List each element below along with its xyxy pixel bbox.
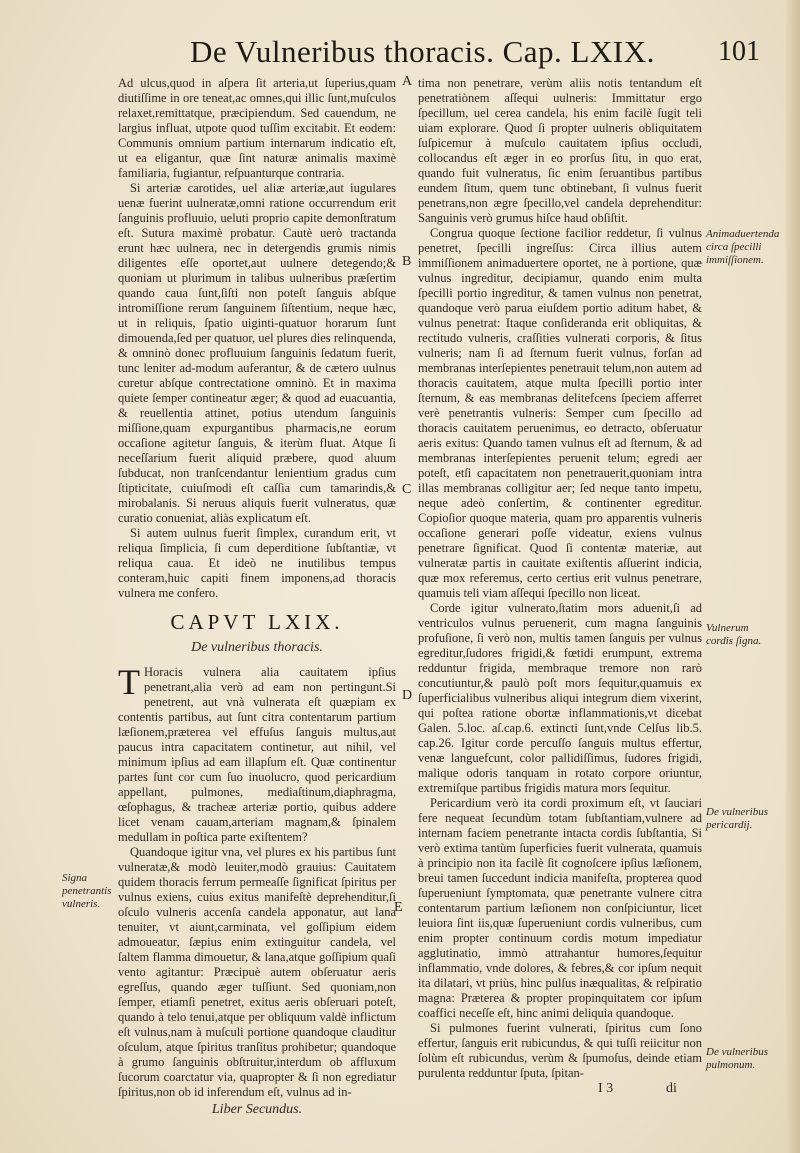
margin-note-pericardii: De vulneribus pericardij. — [706, 806, 769, 831]
right-column — [418, 76, 702, 1097]
chapter-title: CAPVT LXIX. — [170, 610, 344, 634]
paragraph: Ad ulcus,quod in aſpera ſit arteria,ut ſuperius,quam diutiſſime in ore teneat,ac omnes,qui illic ſunt,muſculos relaxet,remittatque, præcipiendum. Sed cauendum, ne largius influat, utpote quod tuſſim excitabit. Et eodem: Communis omnium partium internarum indicatio eſt, ut ea eligantur, quæ ſint naturæ animalis maximè familiaria, fugiantur, reſpuanturque contraria. — [118, 76, 396, 180]
margin-note-cordis: Vulnerum cordis ſigna. — [706, 622, 762, 647]
margin-note-pulmonum: De vulneribus pulmonum. — [706, 1046, 769, 1071]
paragraph-dropcap — [118, 662, 396, 845]
paragraph: Si pulmones fuerint vulnerati, ſpiritus cum ſono effertur, ſanguis erit rubicundus, & qui tuſſi reiicitur non ſolùm eſt rubicundus, verùm & ſpumoſus, deinde etiam purulenta redduntur ſputa, ſpitan- — [418, 1021, 702, 1080]
signature-line — [418, 1081, 702, 1097]
paragraph: Corde igitur vulnerato,ſtatim mors aduenit,ſi ad ventriculos vulnus peruenerit, cum magna ſanguinis profuſione, ſi verò non, multis tamen ſanguis per vulnus egreditur,ſudores frigidi,& fœtidi erumpunt, extrema redduntur frigida, membraque tremore non rarò concutiuntur,& paulò poſt mors ſequitur,quamuis ex ſuperficialibus vulneribus aliqui integrum diem vixerint, qui poſtea ratione obortæ inflammationis,vt dicebat Galen. 5.loc. aſ.cap.6. extincti ſunt,vnde Celſus lib.5. cap.26. Igitur corde percuſſo ſanguis multus effertur, venæ languefcunt, color pallidiſſimus, ſudores frigidi, malique odoris tanquam in rotato corpore oriuntur, extremiſque partibus frigidis matura mors ſequitur. — [418, 601, 702, 795]
page-edge — [786, 0, 800, 1153]
paragraph: Si autem uulnus fuerit ſimplex, curandum erit, vt reliqua ſimplicia, ſi cum deperditione ſubſtantiæ, vt reliqua caua. Et ideò ne inutilibus tempus conteram,huic capiti finem imponens,ad thoracis vulnera me confero. — [118, 526, 396, 600]
section-letter-d: D — [402, 688, 413, 703]
paragraph: Congrua quoque ſectione facilior reddetur, ſi vulnus penetret, ſpecilli ingreſſus: Circa illius autem immiſſionem animaduertere oportet, ne à portione, quæ vulnus ingreditur, decipiamur, quando enim multa ſpecilli portio ingreditur, & tamen vulnus non penetrat, quandoque verò parua eiuſdem portio aditum habet, & vulnus penetrat: Itaque conſideranda erit obliquitas, & rectitudo vulneris, craſſities vulnerati corporis, & ſitus vulneris; nam ſi ad ſternum fuerit vulnus, forſan ad membranas interſepientes penetrauit telum,non autem ad thoracis cauitatem, atque multa ſpecilli portio inter ſternum, & eas membranas delitefcens ſpeciem afferret verè penetrantis vulneris: Semper cum ſpecillo ad thoracis cauitatem peruenimus, eo detracto, obſeruatur aeris exitus: Quando tamen vulnus eſt ad ſternum, & ad membranas interſepientes peruenit telum; egredi aer poteſt, etſi capacitatem non penetrauerit,quoniam intra illas membranas colligitur aer; ſed neque tanto impetu, neque adeò conſertim, & continenter egreditur. Copioſior quoque materia, quam pro apparentis vulneris occaſione generari poſſe videatur, exiens vulnus penetrare ſignificat. Quod ſi contentæ materiæ, aut vulneratæ partis in cauitate exiſtentis aſſuerint indicia, quæ mox referemus, certo certius erit vulnus penetrare, quamuis teli viam aſſequi ſpecillo non liceat. — [418, 226, 702, 600]
running-header — [190, 34, 760, 74]
paragraph: Quandoque igitur vna, vel plures ex his partibus ſunt vulneratæ,& modò leuiter,modò grauius: Cauitatem quidem thoracis ferrum permeaſſe ſignificat ſpiritus per vulnus exiens, cuius exitus manifeſtè deprehenditur,ſi oſculo vulneris accenſa candela apponatur, aut lana tenuiter, vt aiunt,carminata, vel goſſipium eidem admoueatur, ſæpius enim extinguitur candela, vel ſaltem flamma dimouetur, & lana,atque goſſipium quaſi vento agitantur: Præcipuè autem obſeruatur aeris egreſſus, quando æger tuſſiunt. Sed quoniam,non ſemper, etiamſi penetret, exitus aeris obſeruari poteſt, quando à telo tenui,atque per obliquum valdè inflictum eſt vulnus,nam à muſculi portione quandoque clauditur oſculum, atque ſpiritus tranſitus prohibetur; quandoque à grumo ſanguinis obſtruitur,interdum ob affluxum ſucorum coarctatur via, quapropter & ſi non egrediatur ſpiritus,non ob id inferendum eſt, vulnus ad in- — [118, 845, 396, 1099]
drop-cap: T — [118, 662, 140, 702]
chapter-subtitle: De vulneribus thoracis. — [191, 640, 323, 655]
paragraph: Pericardium verò ita cordi proximum eſt, vt ſauciari fere nequeat ſecundùm totam ſubſtantiam,vulnere ad internam faciem penetrante intacta cordis ſubſtantia, Si verò extima tantùm ſuperficies fuerit vulnerata, quamuis à principio non ita facilè ſit cognoſcere ipſius læſionem, breui tamen ſuccedunt indicia manifeſta, propterea quod ſuperueniunt ſymptomata, quæ penetrante vulnere citra contentarum partium læſionem non conſpiciuntur, licet leuiora ſint iis,quæ ſuperueniunt cordis vulneribus, cum enim propter continuum cordis motum impediatur agglutinatio, immò attrahantur humores,ſequitur inflammatio, vnde dolores, & febres,& cor ipſum nequit ita dilatari, vt priùs, hinc pulſus inæqualitas, & reſpiratio magna: Præterea & propter propinquitatem cor ipſum coaffici neceſſe eſt, hinc animi deliquia quandoque. — [418, 796, 702, 1020]
section-letter-c: C — [402, 482, 412, 497]
section-letter-e: E — [394, 900, 403, 915]
footer-liber: Liber Secundus. — [211, 1102, 303, 1117]
paragraph: Si arteriæ carotides, uel aliæ arteriæ,aut iugulares uenæ fuerint uulneratæ,omni ratione occurrendum erit ſanguinis profluuio, ueluti proprio capite demonſtratum eſt. Sutura maximè probatur. Cautè uerò tractanda erunt hæc uulnera, nec in detergendis grumis nimis diligentes eſſe oportet,aut uulnere detegendo;& quoniam ut plurimum in talibus uulneribus præſertim quando caua ſunt,ſiſti non poteſt ſanguis abſque intromiſſione rerum ſanguinem ſiſtentium, neque hæc, ut in reliquis, ſpatio uiginti-quatuor horarum ſunt dimouenda,ſed per quatuor, uel plures dies relinquenda, & omninò donec profluuium ſanguinis ſedatum fuerit, tunc leniter ad-modum auferantur, & de cætero uulnus curetur abſque contrectatione omninò. Et in maxima quiete ſemper contineatur æger; & quod ad euacuantia, & reuellentia attinet, potius utendum ſanguinis miſſione,quam expurgantibus pharmacis,ne eorum occaſione agitetur ſanguis, & iterùm fluat. Atque ſi neceſſarium fuerit aliquid præbere, quod aluum ſubducat, non tranſcendantur lenientium gradus cum ſtipticitate, cuiuſmodi eſt caſſia cum tamarindis,& mirobalanis. Si neruus aliquis fuerit vulneratus, quæ curatio conueniat, aliàs explicatum eſt. — [118, 181, 396, 525]
paragraph-text: Horacis vulnera alia cauitatem ipſius penetrant,alia verò ad eam non pertingunt.Si penetrent, aut vnà vulnerata eſt quæpiam ex contentis partibus, aut ſunt citra contentarum partium læſionem,præterea vel effuſus ſanguis multus,aut paucus intra capacitatem continetur, aut nihil, vel minimum ipſius ad eam illapſum eſt. Quæ continentur partes ſunt cor cum ſuo inuolucro, quod pericardium appellant, pulmones, mediaſtinum,diaphragma, œſophagus, & tracheæ arteriæ portio, quibus addere licet venam cauam,arteriam magnam,& ſpinalem medullam in poſtica parte exiſtentem? — [118, 665, 396, 844]
section-letter-a: A — [402, 74, 413, 89]
paragraph: tima non penetrare, verùm aliis notis tentandum eſt penetratiònem aſſequi uulneris: Immittatur ergo ſpecillum, uel cerea candela, his enim facilè ſugit teli uiam explorare. Quod ſi propter uulneris obliquitatem ſuſpicemur à muſculo cauitatem ipſius occludi, collocandus eſt æger in eo prorſus ſitu, in quo erat, quando fuit vulneratus, ſic enim ſeruantibus partibus eundem ſitum, quem tunc obtinebant, ſi vulnus fuerit penetrans,non ægre ſpecillo,vel candela deprehenditur: Sanguinis verò grumus hiſce haud obſiſtit. — [418, 76, 702, 225]
left-column — [118, 76, 396, 1117]
page-number: 101 — [718, 36, 760, 67]
catchword: di — [666, 1081, 677, 1096]
signature-mark: I 3 — [598, 1081, 614, 1096]
margin-note-animaduertenda: Animaduertenda circa ſpecilli immiſſionem. — [706, 228, 780, 266]
section-letter-b: B — [402, 254, 412, 269]
margin-note-signa: Signa penetrantis vulneris. — [62, 872, 112, 910]
running-title: De Vulneribus thoracis. Cap. LXIX. — [190, 34, 655, 69]
